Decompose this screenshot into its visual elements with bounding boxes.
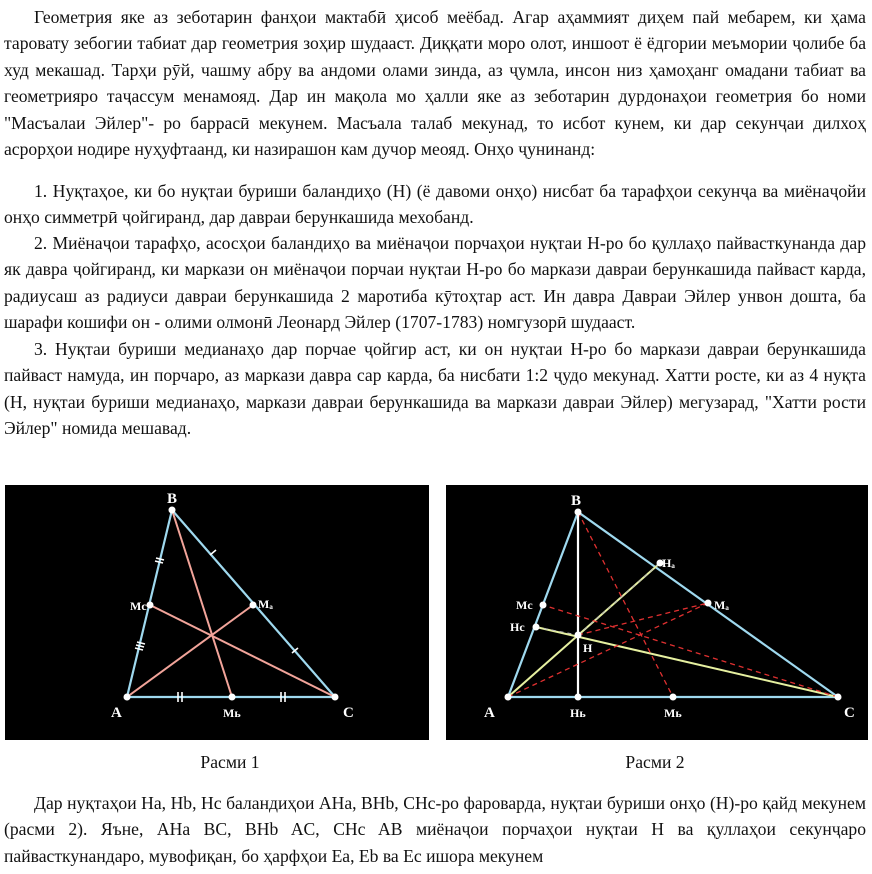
list-item-1: 1. Нуқтаҳое, ки бо нуқтаи буриши баландиҳо (Н) (ё давоми онҳо) нисбат ба тарафҳои секунҷа ва миёнаҷойи онҳо симметрӣ ҷойгиранд, дар давраи берункашида мехобанд. (4, 181, 866, 228)
figure-2-caption: Расми 2 (625, 752, 685, 772)
label-c: C (844, 705, 855, 721)
label-b: B (571, 493, 582, 509)
label-ma: Mₐ (258, 597, 273, 611)
label-hc: Hc (510, 620, 525, 634)
triangle-abc (508, 512, 838, 697)
label-h: H (583, 641, 593, 655)
label-c: C (343, 705, 354, 721)
vertex-points (124, 507, 339, 701)
figure-1-medians (5, 485, 429, 740)
red-dashed-lines (508, 512, 838, 697)
label-mc: Mc (516, 598, 533, 612)
label-ma: Mₐ (714, 598, 729, 612)
label-a: A (484, 705, 495, 721)
figure-2-svg (446, 485, 868, 740)
figure-1-caption: Расми 1 (200, 752, 260, 772)
median-b (172, 510, 232, 697)
median-c (150, 605, 335, 697)
intro-paragraph: Геометрия яке аз зеботарин фанҳои мактабӣ ҳисоб меёбад. Агар аҳаммият диҳем пай мебарем, ки ҳама таровату зебогии табиат дар геометрия зоҳир шудааст. Диққати моро олот, иншоот ё ёдгории меъмории ҷолибе ба худ мекашад. Тарҳи рӯй, чашму абру ва андоми олами зинда, аз ҷумла, инсон низ ҳамоҳанг омадани табиат ва геометрияро таҷассум менамояд. Дар ин мақола мо ҳалли яке аз зеботарин дурдонаҳои геометрия бо номи "Масъалаи Эйлер"- ро баррасӣ мекунем. Масъала талаб мекунад, то исбот кунем, ки дар секунҷаи дилхоҳ асрорҳои нодире нуҳуфтаанд, ки назирашон кам дучор меояд. Онҳо ҷунинанд: (4, 7, 866, 160)
label-hb: Hь (570, 706, 586, 720)
label-mb: Mь (223, 706, 241, 720)
label-mc: Mc (130, 599, 147, 613)
list-item-2: 2. Миёнаҷои тарафҳо, асосҳои баландиҳо ва миёнаҷои порчаҳои нуқтаи Н-ро бо қуллаҳо пайвасткунанда дар як давра ҷойгиранд, ки маркази он миёнаҷои порчаи нуқтаи Н-ро бо маркази давраи берункашида пайваст карда, радиусаш аз радиуси давраи берункашида 2 маротиба кӯтоҳтар аст. Ин давра Давраи Эйлер унвон дошта, ба шарафи кошифи он - олими олмонӣ Леонард Эйлер (1707-1783) номгузорӣ шудааст. (4, 233, 866, 333)
list-item-3: 3. Нуқтаи буриши медианаҳо дар порчае ҷойгир аст, ки он нуқтаи Н-ро бо маркази давраи берункашида пайваст намуда, ин порчаро, аз маркази давра сар карда, ба нисбати 1:2 ҷудо мекунад. Хатти росте, ки аз 4 нуқта (Н, нуқтаи буриши медианаҳо, маркази давраи берункашида ва маркази давраи Эйлер) мегузарад, "Хатти рости Эйлер" номида мешавад. (4, 339, 866, 439)
label-ha: Hₐ (662, 556, 675, 570)
label-b: B (167, 491, 178, 507)
label-mb: Mь (664, 706, 682, 720)
points (505, 509, 842, 701)
triangle-abc (127, 510, 335, 697)
figure-2-altitudes (446, 485, 868, 740)
label-a: A (111, 705, 122, 721)
altitude-a (508, 563, 660, 697)
closing-paragraph: Дар нуқтаҳои Ha, Hb, Hc баландиҳои AHa, BHb, CHc-ро фароварда, нуқтаи буриши онҳо (H)-ро қайд мекунем (расми 2). Яъне, AHa BC, BHb AC, CHc AB миёнаҷои порчаҳои нуқтаи H ва қуллаҳои секунҷаро пайвасткунандаро, мувофиқан, бо ҳарфҳои Ea, Eb ва Ec ишора мекунем (4, 793, 866, 866)
figure-1-svg (5, 485, 429, 740)
